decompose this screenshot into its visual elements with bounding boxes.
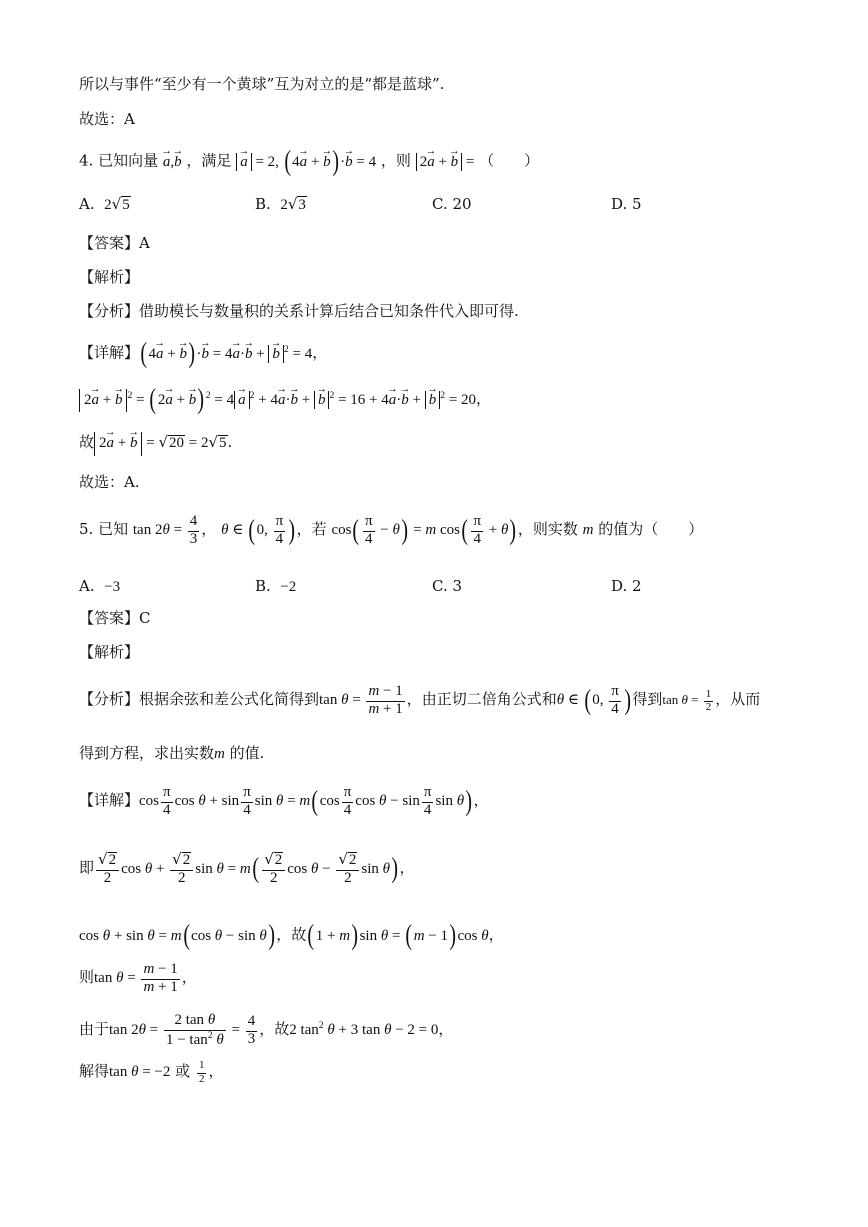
q5-option-d: D. 2 (611, 577, 642, 595)
q5-option-c: C. 3 (432, 577, 463, 595)
q4-mid2: ，则 (380, 151, 411, 170)
q5-detail-1: 【详解】cos $\frac{\pi}{4}$ cos θ + sin $\frac{\pi}{4}$ sin θ = m(cos $\frac{\pi}{4}$ cos θ − sin $\frac{\pi}{4}$ sin θ)， (79, 784, 489, 818)
q4-option-c: C. 20 (432, 195, 472, 213)
q4-paren: （ ） (479, 151, 540, 170)
q5-option-a: A. −3 (79, 577, 121, 595)
q5-detail-6: 解得tan θ = −2 或 $\frac{1}{2}$ ， (79, 1059, 224, 1085)
q4-fenxi: 【分析】借助模长与数量积的关系计算后结合已知条件代入即可得. (79, 302, 519, 320)
q4-analysis-heading: 【解析】 (79, 268, 140, 286)
question-4: 4. 已知向量 → a,→ b ，满足 → a = 2, (4→ a + → b)·→ b = 4 ，则 2→ a + → b = （ ） (79, 148, 539, 177)
text-line-choice: 故选：A (79, 110, 135, 128)
q5-fenxi-2: 得到方程，求出实数m 的值. (79, 744, 265, 762)
q5-detail-4: 则tan θ = $\frac{m - 1}{m + 1}$ ， (79, 961, 197, 995)
q4-prefix: 4. 已知向量 (79, 151, 159, 170)
question-5: 5. 已知 tan 2θ = $\frac{4}{3}$ ， θ ∈ (0, $\frac{\pi}{4}$ )，若 cos( $\frac{\pi}{4}$ − θ) = m cos( $\frac{\pi}{4}$ + θ)，则实数 m 的值为（ ） (79, 513, 704, 547)
q4-detail-2: 2→ a + → b $^2$ = (2→ a + → b)$^2$ = 4 → a $^2$ + 4→ a·→ b + → b $^2$ = 16 + 4→ a·→ b + → b $^2$ = 20， (79, 386, 491, 415)
q4-option-d: D. 5 (611, 195, 642, 213)
q4-choice: 故选：A. (79, 473, 140, 491)
q4-option-a: A. 2√5 (79, 195, 130, 213)
q4-detail-1: 【详解】(4→ a + → b)·→ b = 4→ a·→ b + → b $^2$ = 4， (79, 340, 327, 369)
q5-answer: 【答案】C (79, 609, 151, 627)
q4-option-b: B. 2√3 (255, 195, 306, 213)
q5-detail-5: 由于tan 2θ = $\frac{\text{2 tan θ}}{1 - \tan^2 \theta}$ = $\frac{4}{3}$ ，故2 $\tan^2 \theta + 3$ tan θ − 2 = 0， (79, 1012, 454, 1048)
q4-detail-3: 故 2→ a + → b = √20 = 2√5. (79, 432, 232, 456)
q5-fenxi-1: 【分析】根据余弦和差公式化简得到tan θ = $\frac{m - 1}{m + 1}$ ，由正切二倍角公式和θ ∈ (0, $\frac{\pi}{4}$ )得到tan θ = $\frac{1}{2}$ ，从而 (79, 683, 761, 717)
text-line-conclusion: 所以与事件“至少有一个黄球”互为对立的是“都是蓝球”. (79, 75, 445, 93)
q5-detail-3: cos θ + sin θ = m(cos θ − sin θ)，故(1 + m)sin θ = (m − 1)cos θ， (79, 920, 504, 951)
q5-option-b: B. −2 (255, 577, 297, 595)
q4-answer: 【答案】A (79, 234, 150, 252)
q4-mid1: ，满足 (186, 151, 232, 170)
q5-detail-2: 即 $\frac{√2}{2}$ cos θ + $\frac{√2}{2}$ sin θ = m( $\frac{√2}{2}$ cos θ − $\frac{√2}{2}$ sin θ)， (79, 850, 415, 886)
q5-analysis-heading: 【解析】 (79, 643, 140, 661)
